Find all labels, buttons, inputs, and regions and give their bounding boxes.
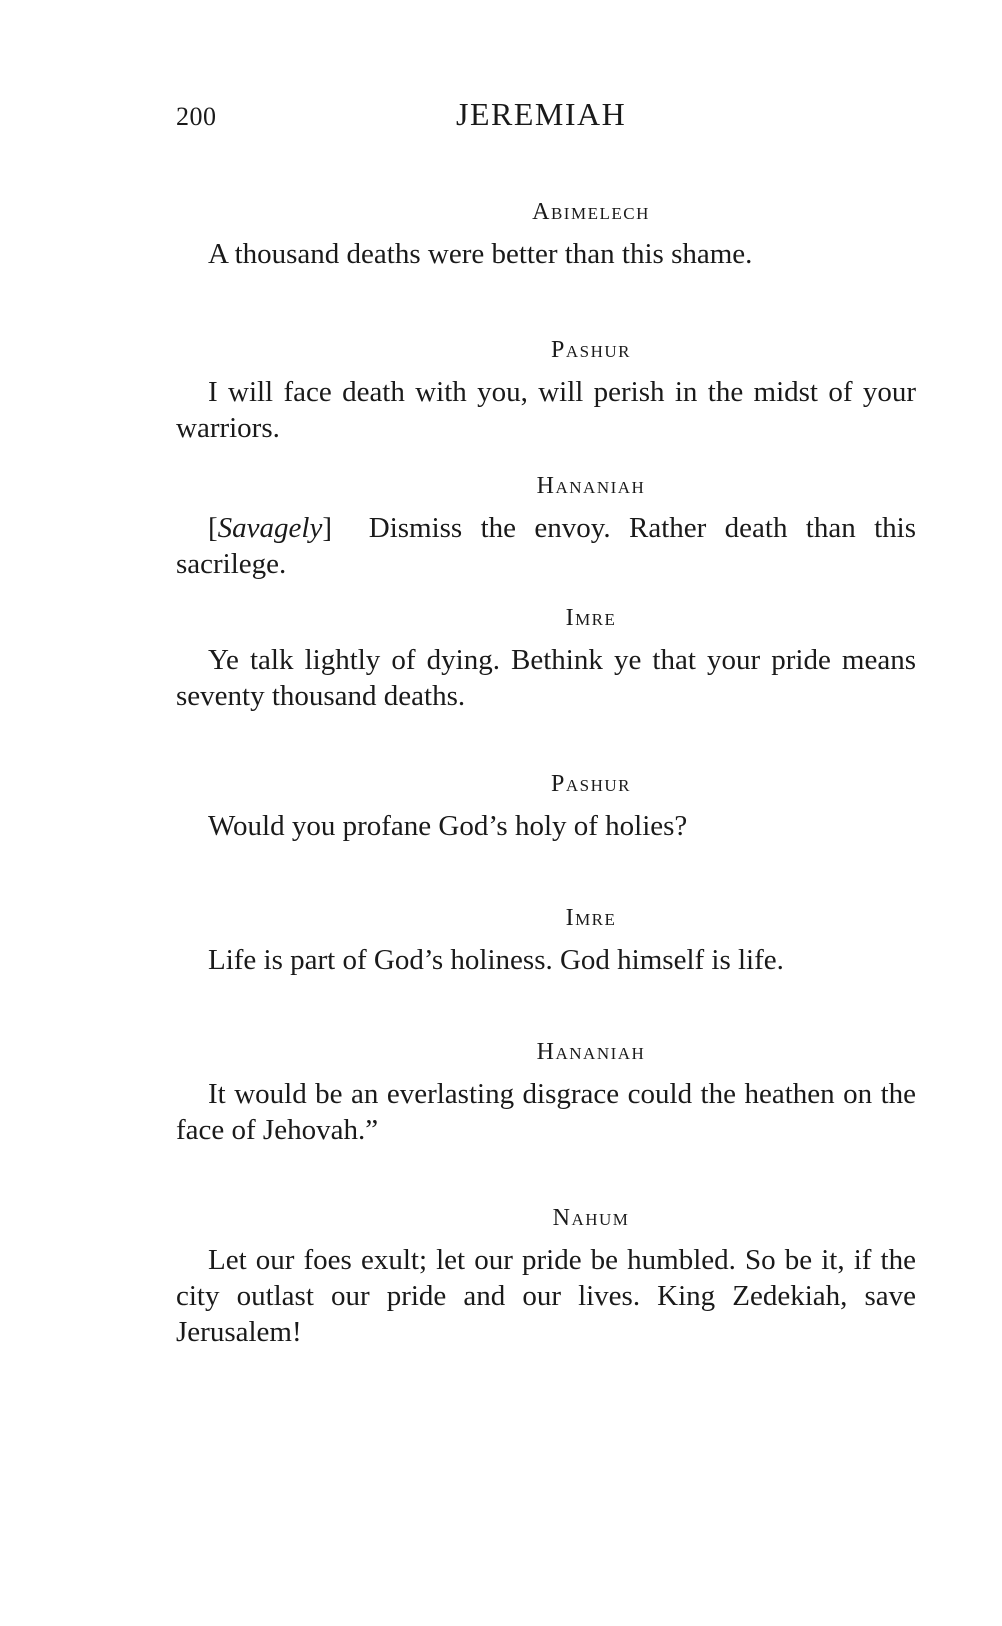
- speech-line: Dismiss the envoy. Rather death than this sacrilege.: [176, 512, 916, 580]
- running-head: [176, 96, 916, 136]
- dialogue-entry-imre: [176, 602, 916, 714]
- dialogue-entry-pashur: [176, 768, 916, 844]
- speech-text: It would be an everlasting disgrace could the heathen on the face of Jehovah.”: [176, 1078, 916, 1146]
- dialogue-entry-pashur: [176, 334, 916, 446]
- dialogue-entry-imre: [176, 902, 916, 978]
- speaker-name: Pashur: [551, 771, 631, 797]
- speaker-name: Abimelech: [532, 199, 650, 225]
- speaker-name: Hananiah: [536, 1039, 646, 1065]
- speaker-name: Nahum: [552, 1205, 630, 1231]
- speaker-name: Pashur: [551, 337, 631, 363]
- page-number: 200: [176, 102, 217, 131]
- speech-text: Would you profane God’s holy of holies?: [208, 810, 688, 842]
- stage-direction-close-bracket: ]: [322, 512, 333, 544]
- speaker-name: Hananiah: [536, 473, 646, 499]
- speech-text: A thousand deaths were better than this shame.: [208, 238, 753, 270]
- dialogue-entry-hananiah: [176, 1036, 916, 1148]
- dialogue-entry-nahum: [176, 1202, 916, 1350]
- speech-text: I will face death with you, will perish in the midst of your warriors.: [176, 376, 916, 444]
- running-title: JEREMIAH: [456, 96, 627, 132]
- stage-direction-open-bracket: [: [208, 512, 218, 544]
- speech-text: [176, 510, 916, 582]
- dialogue-entry-abimelech: [176, 196, 916, 272]
- dialogue-entry-hananiah: [176, 470, 916, 582]
- speech-text: Let our foes exult; let our pride be humbled. So be it, if the city outlast our pride and our lives. King Zedekiah, save Jerusalem!: [176, 1244, 916, 1348]
- speech-text: Ye talk lightly of dying. Bethink ye that your pride means seventy thousand deaths.: [176, 644, 916, 712]
- speech-text: Life is part of God’s holiness. God himself is life.: [208, 944, 784, 976]
- speaker-name: Imre: [565, 605, 617, 631]
- speaker-name: Imre: [565, 905, 617, 931]
- stage-direction: Savagely: [217, 512, 323, 544]
